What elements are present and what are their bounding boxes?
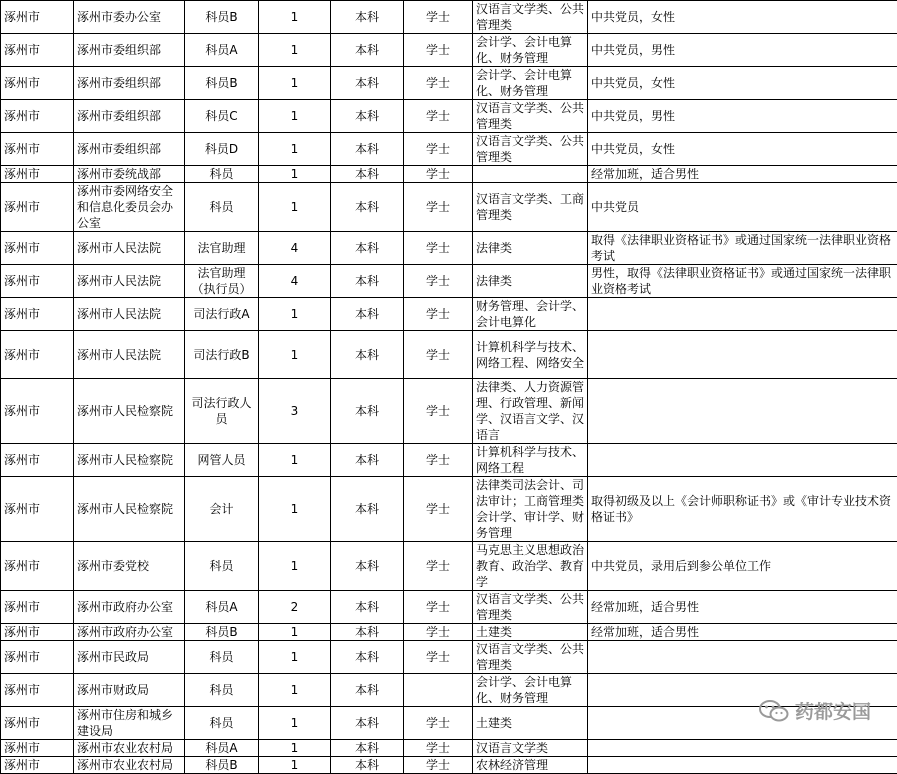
table-row [1,707,897,740]
cell-region: 涿州市 [1,740,74,757]
cell-education: 本科 [331,298,404,331]
cell-count: 1 [259,133,331,166]
table-row [1,331,897,379]
cell-major: 会计学、会计电算化、财务管理 [473,67,588,100]
cell-major: 汉语言文学类 [473,740,588,757]
cell-department: 涿州市人民检察院 [74,477,185,542]
table-row [1,379,897,444]
cell-count: 2 [259,591,331,624]
cell-position: 科员B [185,1,259,34]
cell-count: 1 [259,1,331,34]
cell-major: 汉语言文学类、公共管理类 [473,133,588,166]
cell-major: 会计学、会计电算化、财务管理 [473,34,588,67]
cell-department: 涿州市委组织部 [74,67,185,100]
table-row [1,624,897,641]
cell-region: 涿州市 [1,444,74,477]
cell-education: 本科 [331,265,404,298]
cell-major: 汉语言文学类、公共管理类 [473,100,588,133]
cell-education: 本科 [331,542,404,591]
cell-region: 涿州市 [1,542,74,591]
cell-department: 涿州市政府办公室 [74,591,185,624]
cell-degree: 学士 [404,265,473,298]
table-row [1,641,897,674]
table-row [1,298,897,331]
cell-count: 1 [259,166,331,183]
cell-major: 汉语言文学类、公共管理类 [473,641,588,674]
cell-major: 会计学、会计电算化、财务管理 [473,674,588,707]
cell-count: 1 [259,542,331,591]
table-row [1,757,897,774]
cell-region: 涿州市 [1,707,74,740]
cell-education: 本科 [331,757,404,774]
cell-remarks: 男性，取得《法律职业资格证书》或通过国家统一法律职业资格考试 [588,265,897,298]
cell-remarks [588,641,897,674]
cell-department: 涿州市人民法院 [74,298,185,331]
cell-count: 1 [259,34,331,67]
cell-region: 涿州市 [1,67,74,100]
cell-department: 涿州市人民法院 [74,331,185,379]
cell-education: 本科 [331,477,404,542]
table-row [1,444,897,477]
cell-department: 涿州市委网络安全和信息化委员会办公室 [74,183,185,232]
table-row [1,34,897,67]
cell-education: 本科 [331,641,404,674]
cell-region: 涿州市 [1,331,74,379]
cell-degree: 学士 [404,298,473,331]
table-row [1,133,897,166]
cell-major: 汉语言文学类、工商管理类 [473,183,588,232]
cell-education: 本科 [331,444,404,477]
cell-department: 涿州市住房和城乡建设局 [74,707,185,740]
cell-remarks [588,331,897,379]
cell-region: 涿州市 [1,183,74,232]
watermark-text: 药都安国 [795,697,871,724]
cell-education: 本科 [331,100,404,133]
cell-major: 法律类、人力资源管理、行政管理、新闻学、汉语言文学、汉语言 [473,379,588,444]
cell-position: 科员 [185,674,259,707]
cell-major: 财务管理、会计学、会计电算化 [473,298,588,331]
cell-count: 1 [259,67,331,100]
table-row [1,591,897,624]
cell-remarks [588,674,897,707]
cell-major [473,166,588,183]
cell-major: 马克思主义思想政治教育、政治学、教育学 [473,542,588,591]
cell-count: 4 [259,232,331,265]
cell-education: 本科 [331,707,404,740]
cell-education: 本科 [331,331,404,379]
table-row [1,100,897,133]
cell-region: 涿州市 [1,232,74,265]
cell-remarks: 经常加班，适合男性 [588,591,897,624]
cell-degree: 学士 [404,740,473,757]
cell-education: 本科 [331,183,404,232]
cell-major: 法律类司法会计、司法审计；工商管理类会计学、审计学、财务管理 [473,477,588,542]
cell-degree: 学士 [404,133,473,166]
cell-region: 涿州市 [1,379,74,444]
cell-count: 1 [259,740,331,757]
cell-degree: 学士 [404,100,473,133]
cell-position: 科员A [185,34,259,67]
cell-education: 本科 [331,674,404,707]
cell-department: 涿州市委党校 [74,542,185,591]
cell-education: 本科 [331,1,404,34]
cell-degree: 学士 [404,331,473,379]
cell-region: 涿州市 [1,757,74,774]
cell-position: 科员B [185,67,259,100]
cell-department: 涿州市委办公室 [74,1,185,34]
cell-count: 4 [259,265,331,298]
cell-education: 本科 [331,591,404,624]
cell-department: 涿州市政府办公室 [74,624,185,641]
cell-degree: 学士 [404,183,473,232]
cell-position: 科员 [185,183,259,232]
cell-position: 会计 [185,477,259,542]
cell-region: 涿州市 [1,477,74,542]
cell-position: 科员 [185,542,259,591]
table-row [1,166,897,183]
cell-degree: 学士 [404,757,473,774]
cell-degree: 学士 [404,67,473,100]
cell-remarks: 中共党员，男性 [588,100,897,133]
cell-region: 涿州市 [1,641,74,674]
cell-region: 涿州市 [1,624,74,641]
cell-remarks: 经常加班，适合男性 [588,624,897,641]
cell-position: 科员 [185,707,259,740]
cell-position: 法官助理 [185,232,259,265]
cell-major: 计算机科学与技术、网络工程、网络安全 [473,331,588,379]
cell-major: 汉语言文学类、公共管理类 [473,591,588,624]
cell-education: 本科 [331,34,404,67]
cell-department: 涿州市人民法院 [74,265,185,298]
cell-remarks [588,298,897,331]
cell-education: 本科 [331,740,404,757]
cell-region: 涿州市 [1,265,74,298]
cell-major: 土建类 [473,707,588,740]
cell-region: 涿州市 [1,34,74,67]
cell-remarks: 取得初级及以上《会计师职称证书》或《审计专业技术资格证书》 [588,477,897,542]
cell-position: 科员D [185,133,259,166]
cell-degree: 学士 [404,1,473,34]
cell-remarks: 中共党员，男性 [588,34,897,67]
table-row [1,67,897,100]
cell-remarks [588,379,897,444]
cell-remarks [588,444,897,477]
cell-department: 涿州市民政局 [74,641,185,674]
cell-remarks [588,757,897,774]
table-row [1,477,897,542]
cell-degree: 学士 [404,444,473,477]
table-row [1,1,897,34]
cell-department: 涿州市委统战部 [74,166,185,183]
cell-remarks: 中共党员，录用后到参公单位工作 [588,542,897,591]
cell-department: 涿州市委组织部 [74,133,185,166]
cell-count: 1 [259,624,331,641]
cell-department: 涿州市农业农村局 [74,757,185,774]
cell-region: 涿州市 [1,674,74,707]
cell-count: 1 [259,444,331,477]
cell-position: 科员A [185,740,259,757]
cell-department: 涿州市人民检察院 [74,379,185,444]
cell-region: 涿州市 [1,298,74,331]
cell-degree: 学士 [404,379,473,444]
cell-position: 科员 [185,641,259,674]
cell-remarks: 经常加班，适合男性 [588,166,897,183]
cell-department: 涿州市委组织部 [74,100,185,133]
cell-count: 1 [259,641,331,674]
cell-education: 本科 [331,166,404,183]
cell-major: 计算机科学与技术、网络工程 [473,444,588,477]
cell-region: 涿州市 [1,133,74,166]
cell-remarks: 中共党员 [588,183,897,232]
cell-position: 科员B [185,757,259,774]
cell-count: 1 [259,100,331,133]
cell-position: 科员A [185,591,259,624]
cell-position: 司法行政A [185,298,259,331]
cell-position: 科员 [185,166,259,183]
cell-count: 1 [259,331,331,379]
table-row [1,542,897,591]
cell-region: 涿州市 [1,591,74,624]
cell-degree: 学士 [404,707,473,740]
table-row [1,265,897,298]
cell-degree: 学士 [404,166,473,183]
cell-remarks: 取得《法律职业资格证书》或通过国家统一法律职业资格考试 [588,232,897,265]
cell-major: 法律类 [473,265,588,298]
cell-count: 3 [259,379,331,444]
cell-education: 本科 [331,624,404,641]
cell-remarks: 中共党员，女性 [588,133,897,166]
cell-department: 涿州市人民法院 [74,232,185,265]
table-row [1,183,897,232]
cell-major: 法律类 [473,232,588,265]
cell-count: 1 [259,757,331,774]
cell-department: 涿州市委组织部 [74,34,185,67]
cell-department: 涿州市农业农村局 [74,740,185,757]
cell-region: 涿州市 [1,1,74,34]
cell-position: 科员B [185,624,259,641]
cell-major: 土建类 [473,624,588,641]
cell-position: 司法行政B [185,331,259,379]
cell-position: 科员C [185,100,259,133]
cell-position: 司法行政人员 [185,379,259,444]
cell-remarks [588,707,897,740]
table-row [1,232,897,265]
cell-count: 1 [259,707,331,740]
table-row [1,674,897,707]
cell-degree: 学士 [404,477,473,542]
cell-degree: 学士 [404,232,473,265]
cell-count: 1 [259,298,331,331]
cell-education: 本科 [331,133,404,166]
cell-count: 1 [259,183,331,232]
cell-region: 涿州市 [1,100,74,133]
cell-department: 涿州市财政局 [74,674,185,707]
cell-education: 本科 [331,232,404,265]
cell-remarks: 中共党员，女性 [588,1,897,34]
cell-position: 网管人员 [185,444,259,477]
cell-major: 汉语言文学类、公共管理类 [473,1,588,34]
cell-degree: 学士 [404,542,473,591]
cell-education: 本科 [331,379,404,444]
cell-education: 本科 [331,67,404,100]
cell-degree: 学士 [404,34,473,67]
cell-major: 农林经济管理 [473,757,588,774]
cell-remarks: 中共党员，女性 [588,67,897,100]
cell-position: 法官助理（执行员） [185,265,259,298]
cell-region: 涿州市 [1,166,74,183]
cell-count: 1 [259,477,331,542]
cell-degree: 学士 [404,641,473,674]
cell-degree: 学士 [404,624,473,641]
cell-department: 涿州市人民检察院 [74,444,185,477]
cell-count: 1 [259,674,331,707]
cell-degree [404,674,473,707]
cell-degree: 学士 [404,591,473,624]
